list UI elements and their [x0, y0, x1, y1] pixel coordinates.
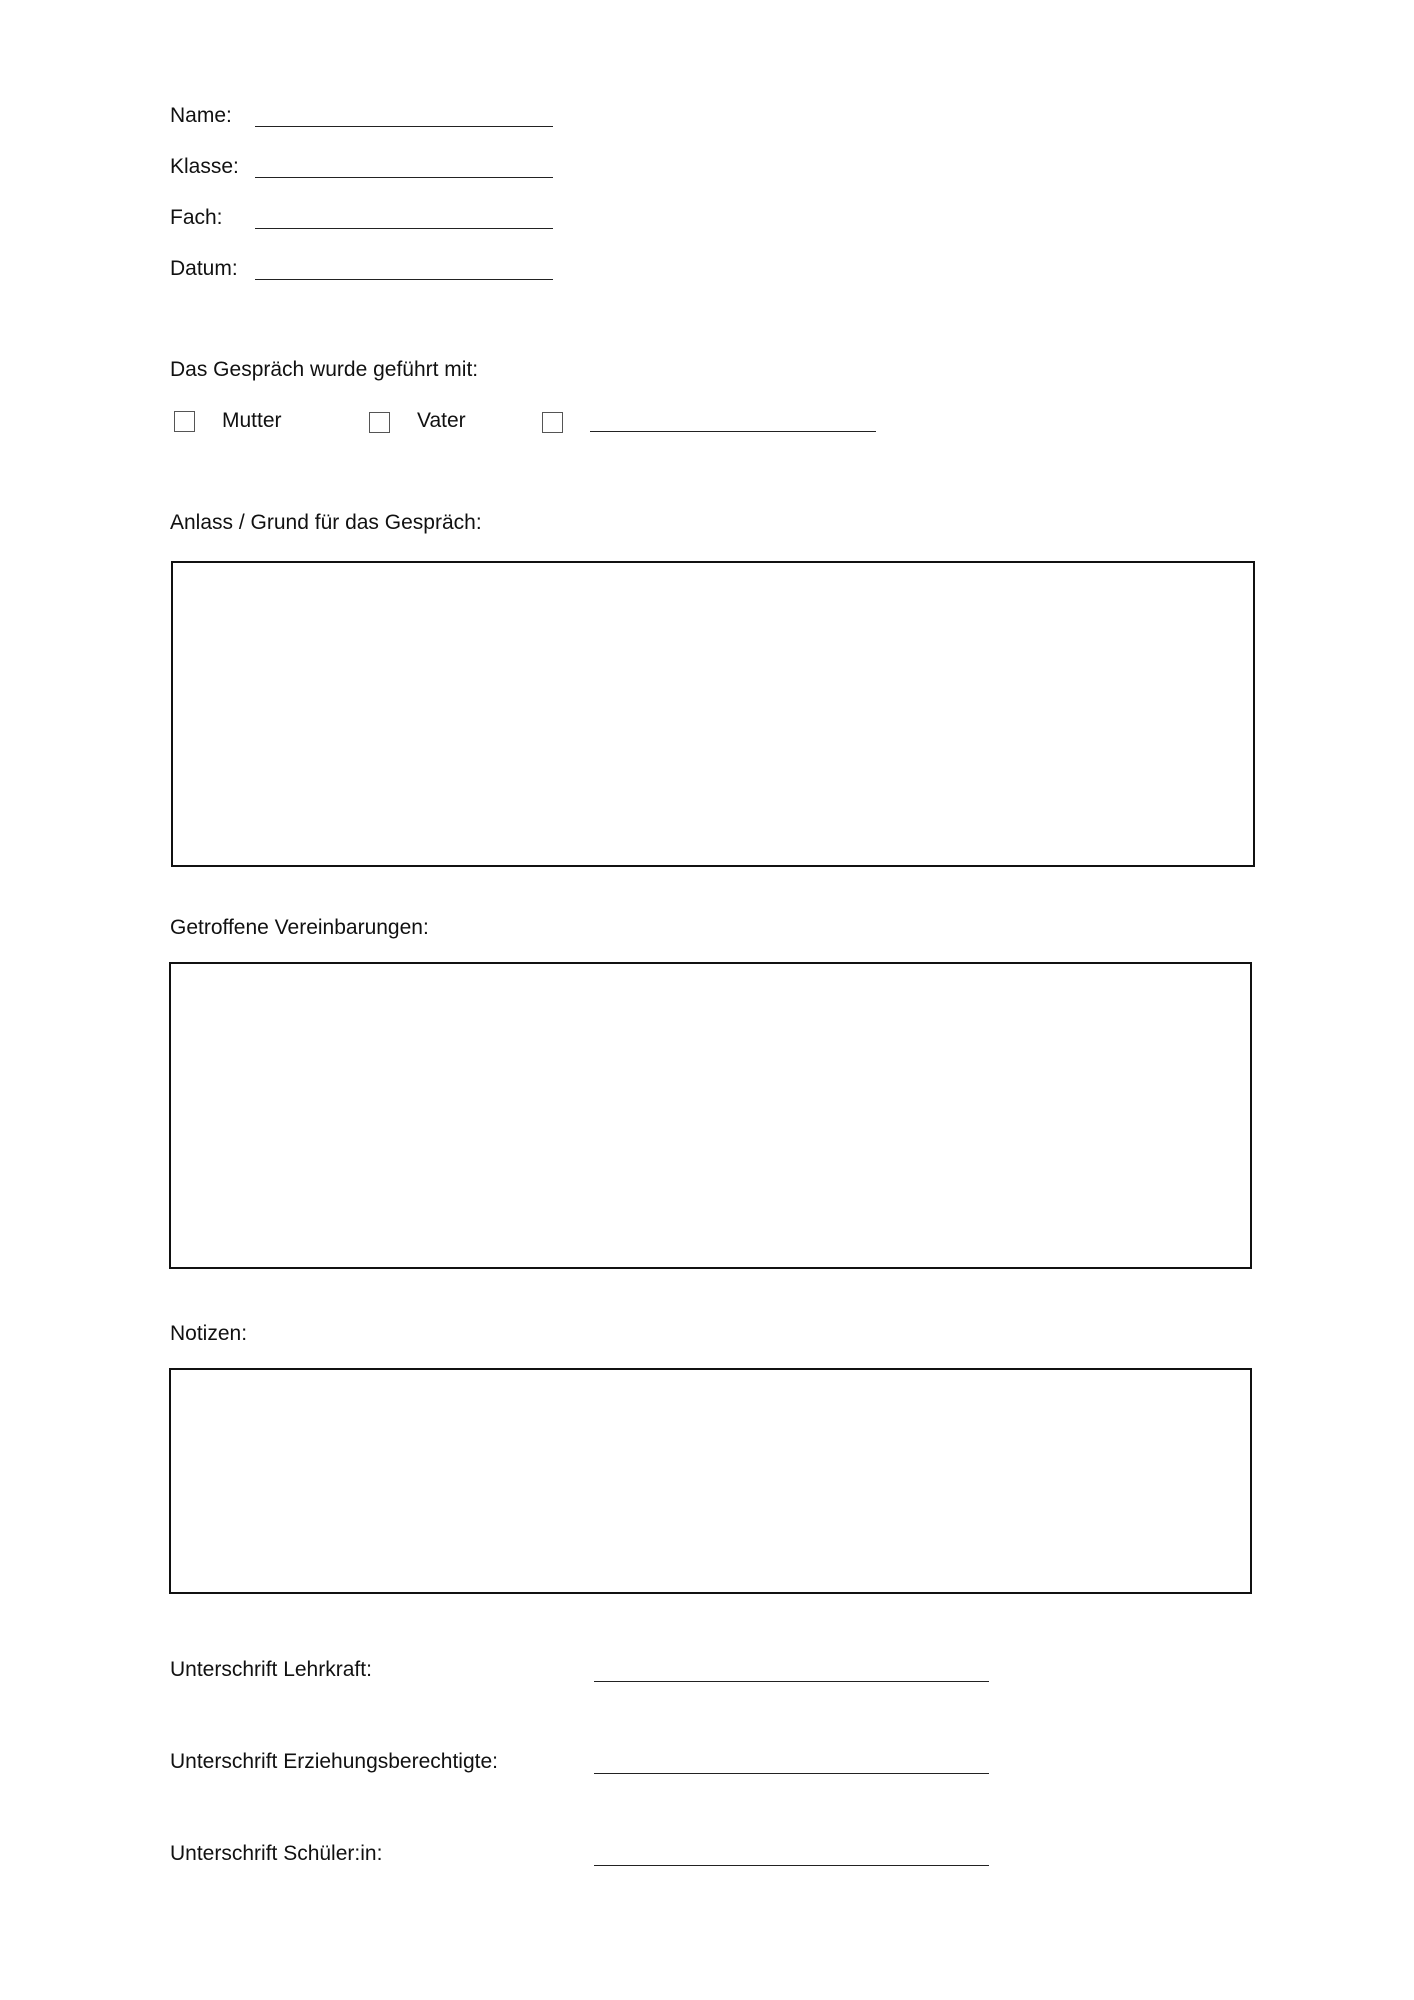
teacher-signature-label: Unterschrift Lehrkraft: [170, 1658, 372, 1681]
reason-heading: Anlass / Grund für das Gespräch: [170, 511, 482, 534]
other-participant-field[interactable] [590, 431, 876, 432]
participants-heading: Das Gespräch wurde geführt mit: [170, 358, 479, 381]
student-signature-label: Unterschrift Schüler:in: [170, 1842, 383, 1865]
father-label: Vater [417, 409, 466, 432]
notes-textbox[interactable] [169, 1368, 1252, 1594]
other-checkbox[interactable] [542, 412, 563, 433]
agreements-heading: Getroffene Vereinbarungen: [170, 916, 429, 939]
subject-field[interactable] [255, 228, 553, 229]
student-signature-line[interactable] [594, 1865, 989, 1866]
name-label: Name: [170, 104, 232, 127]
mother-label: Mutter [222, 409, 282, 432]
father-checkbox[interactable] [369, 412, 390, 433]
guardian-signature-line[interactable] [594, 1773, 989, 1774]
guardian-signature-label: Unterschrift Erziehungsberechtigte: [170, 1750, 498, 1773]
class-label: Klasse: [170, 155, 239, 178]
date-field[interactable] [255, 279, 553, 280]
class-field[interactable] [255, 177, 553, 178]
mother-checkbox[interactable] [174, 411, 195, 432]
reason-textbox[interactable] [171, 561, 1255, 867]
agreements-textbox[interactable] [169, 962, 1252, 1269]
teacher-signature-line[interactable] [594, 1681, 989, 1682]
date-label: Datum: [170, 257, 238, 280]
subject-label: Fach: [170, 206, 223, 229]
name-field[interactable] [255, 126, 553, 127]
notes-heading: Notizen: [170, 1322, 248, 1345]
